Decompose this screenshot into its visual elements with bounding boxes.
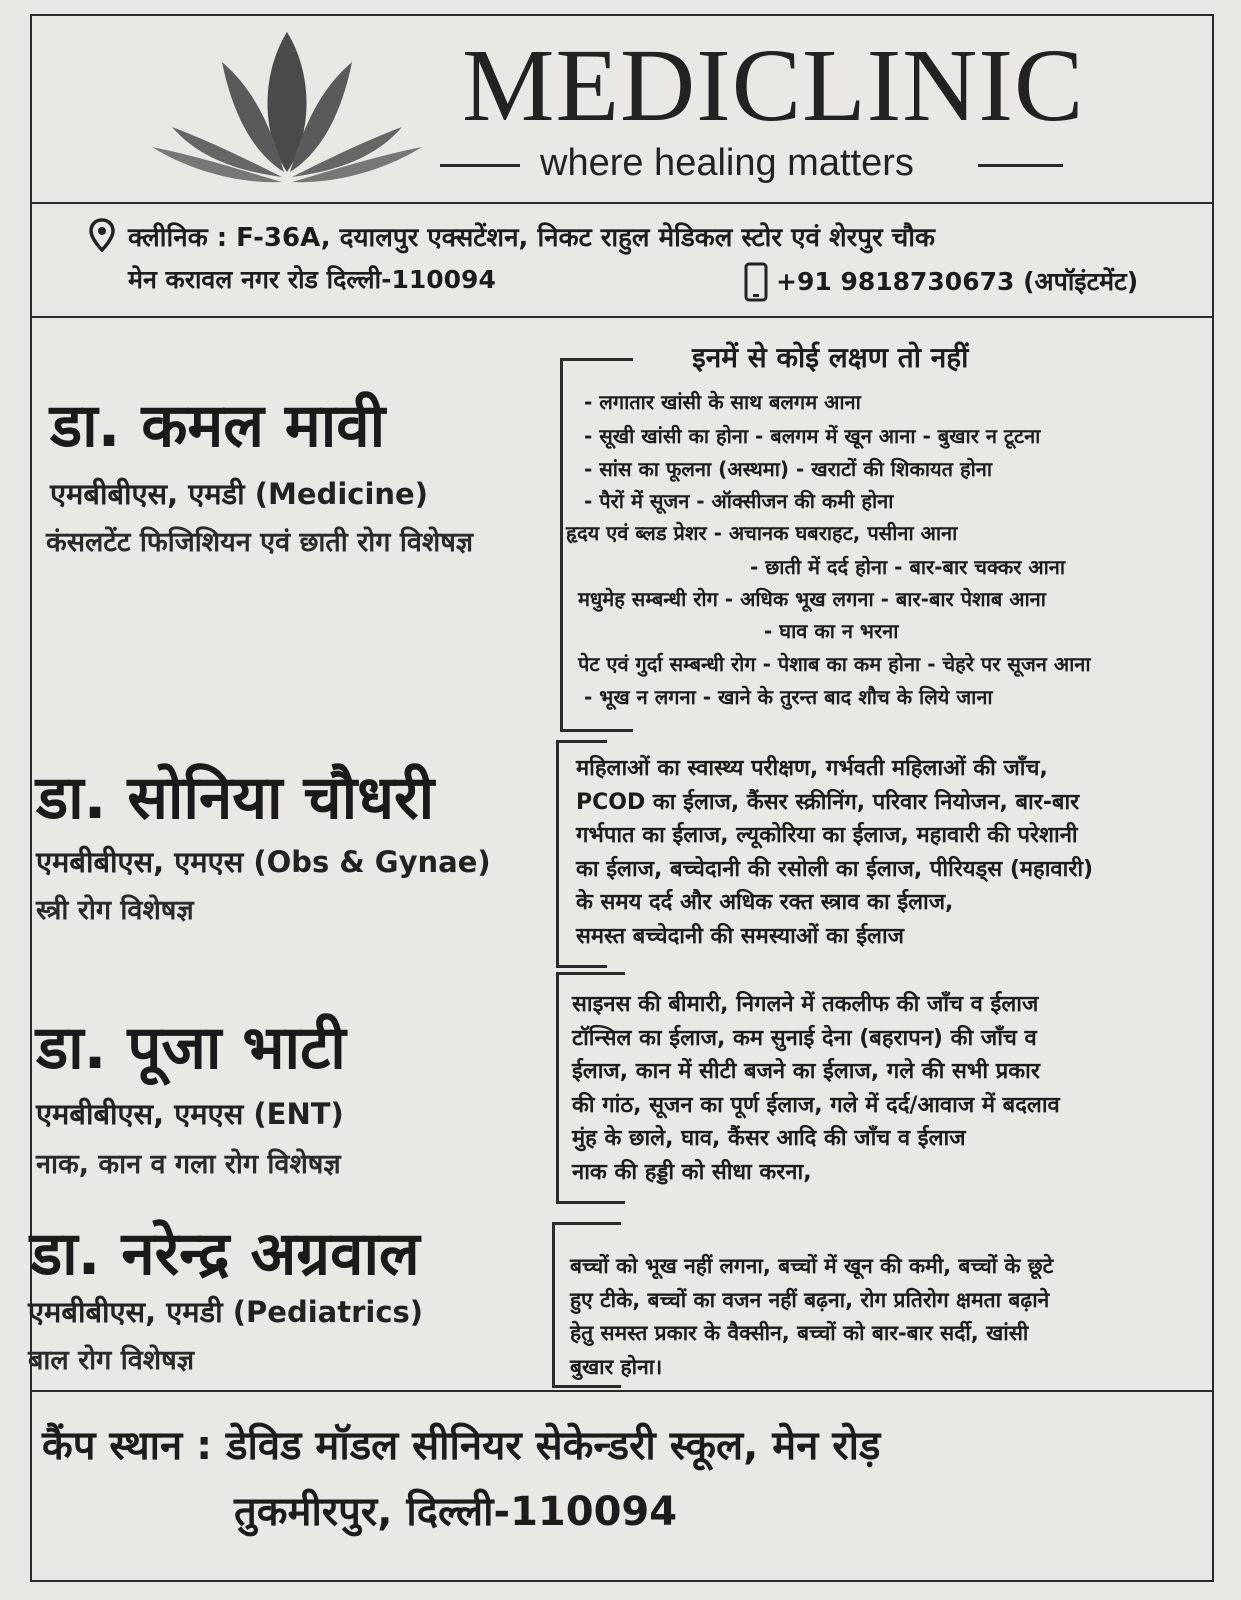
header: [32, 16, 1212, 204]
doctor-4-specialty: बाल रोग विशेषज्ञ: [28, 1345, 195, 1376]
address-line-2: मेन करावल नगर रोड दिल्ली-110094: [128, 265, 496, 294]
symptom-line: - पैरों में सूजन - ऑक्सीजन की कमी होना: [584, 489, 894, 513]
ent-line: टॉन्सिल का ईलाज, कम सुनाई देना (बहरापन) की जाँच व: [572, 1025, 1037, 1051]
doctor-3-degree: एमबीबीएस, एमएस (ENT): [36, 1097, 344, 1131]
lotus-logo-icon: [152, 22, 422, 192]
tagline-row: [440, 138, 1065, 188]
gyn-line: गर्भपात का ईलाज, ल्यूकोरिया का ईलाज, महावारी की परेशानी: [576, 823, 1078, 848]
ped-line: हेतु समस्त प्रकार के वैक्सीन, बच्चों को बार-बार सर्दी, खांसी: [570, 1321, 1029, 1345]
symptom-line: - भूख न लगना - खाने के तुरन्त बाद शौच के लिये जाना: [584, 685, 993, 709]
doctor-4-name: डा. नरेन्द्र अग्रवाल: [30, 1219, 420, 1289]
tagline: where healing matters: [540, 142, 914, 184]
ent-services: [572, 988, 1060, 1189]
tagline-rule-left: [440, 164, 520, 167]
gyn-line: का ईलाज, बच्चेदानी की रसोली का ईलाज, पीरियड्स (महावारी): [576, 856, 1094, 882]
symptoms-title: इनमें से कोई लक्षण तो नहीं: [692, 341, 969, 374]
camp-location-line-2: तुकमीरपुर, दिल्ली-110094: [234, 1489, 678, 1535]
address-section: [32, 206, 1212, 318]
doctor-2-specialty: स्त्री रोग विशेषज्ञ: [36, 895, 194, 926]
phone-number: +91 9818730673 (अपॉइंटमेंट): [776, 267, 1139, 296]
doctor-1-degree: एमबीबीएस, एमडी (Medicine): [50, 477, 428, 511]
symptom-line: - सांस का फूलना (अस्थमा) - खराटों की शिकायत होना: [584, 457, 993, 481]
advertisement-page: [30, 14, 1214, 1582]
symptom-line: पेट एवं गुर्दा सम्बन्धी रोग - पेशाब का कम होना - चेहरे पर सूजन आना: [578, 652, 1091, 676]
doctor-1-specialty: कंसलटेंट फिजिशियन एवं छाती रोग विशेषज्ञ: [46, 527, 474, 558]
gyn-line: समस्त बच्चेदानी की समस्याओं का ईलाज: [576, 923, 904, 949]
location-pin-icon: [88, 218, 116, 252]
ent-line: की गांठ, सूजन का पूर्ण ईलाज, गले में दर्द/आवाज में बदलाव: [572, 1092, 1060, 1118]
camp-location-line-1: कैंप स्थान : डेविड मॉडल सीनियर सेकेन्डरी स्कूल, मेन रोड़: [42, 1423, 881, 1469]
gyn-line: PCOD का ईलाज, कैंसर स्क्रीनिंग, परिवार नियोजन, बार-बार: [576, 789, 1080, 815]
doctor-2-name: डा. सोनिया चौधरी: [36, 763, 435, 833]
gyn-line: महिलाओं का स्वास्थ्य परीक्षण, गर्भवती महिलाओं की जाँच,: [576, 756, 1048, 781]
doctor-3-specialty: नाक, कान व गला रोग विशेषज्ञ: [36, 1149, 341, 1180]
mobile-phone-icon: [744, 262, 768, 302]
symptom-line: - घाव का न भरना: [764, 619, 899, 643]
symptom-line: हृदय एवं ब्लड प्रेशर - अचानक घबराहट, पसीना आना: [566, 521, 958, 545]
ped-line: हुए टीके, बच्चों का वजन नहीं बढ़ना, रोग प्रतिरोग क्षमता बढ़ाने: [570, 1287, 1050, 1312]
doctor-2-degree: एमबीबीएस, एमएस (Obs & Gynae): [36, 845, 491, 879]
ped-line: बुखार होना।: [570, 1354, 663, 1379]
ped-line: बच्चों को भूख नहीं लगना, बच्चों में खून की कमी, बच्चों के छूटे: [570, 1254, 1054, 1278]
doctor-3-name: डा. पूजा भाटी: [36, 1013, 346, 1083]
ent-line: ईलाज, कान में सीटी बजने का ईलाज, गले की सभी प्रकार: [572, 1059, 1040, 1084]
doctor-4-degree: एमबीबीएस, एमडी (Pediatrics): [28, 1295, 424, 1329]
ent-line: साइनस की बीमारी, निगलने में तकलीफ की जाँच व ईलाज: [572, 992, 1039, 1017]
symptom-line: मधुमेह सम्बन्धी रोग - अधिक भूख लगना - बार-बार पेशाब आना: [578, 587, 1046, 611]
brand-name: MEDICLINIC: [462, 28, 1085, 143]
gyn-services: [576, 752, 1093, 953]
ent-line: नाक की हड्डी को सीधा करना,: [572, 1159, 812, 1185]
ent-line: मुंह के छाले, घाव, कैंसर आदि की जाँच व ईलाज: [572, 1126, 966, 1151]
gyn-line: के समय दर्द और अधिक रक्त स्त्राव का ईलाज,: [576, 890, 954, 915]
camp-location-section: [32, 1390, 1212, 1535]
ped-services: [570, 1250, 1053, 1384]
symptom-line: - छाती में दर्द होना - बार-बार चक्कर आना: [750, 555, 1066, 579]
symptom-line: - सूखी खांसी का होना - बलगम में खून आना - बुखार न टूटना: [584, 424, 1041, 448]
address-line-1: क्लीनिक : F-36A, दयालपुर एक्सटेंशन, निकट राहुल मेडिकल स्टोर एवं शेरपुर चौक: [128, 223, 935, 253]
doctor-1-name: डा. कमल मावी: [50, 391, 386, 461]
symptom-line: - लगातार खांसी के साथ बलगम आना: [584, 390, 861, 414]
tagline-rule-right: [978, 164, 1063, 167]
